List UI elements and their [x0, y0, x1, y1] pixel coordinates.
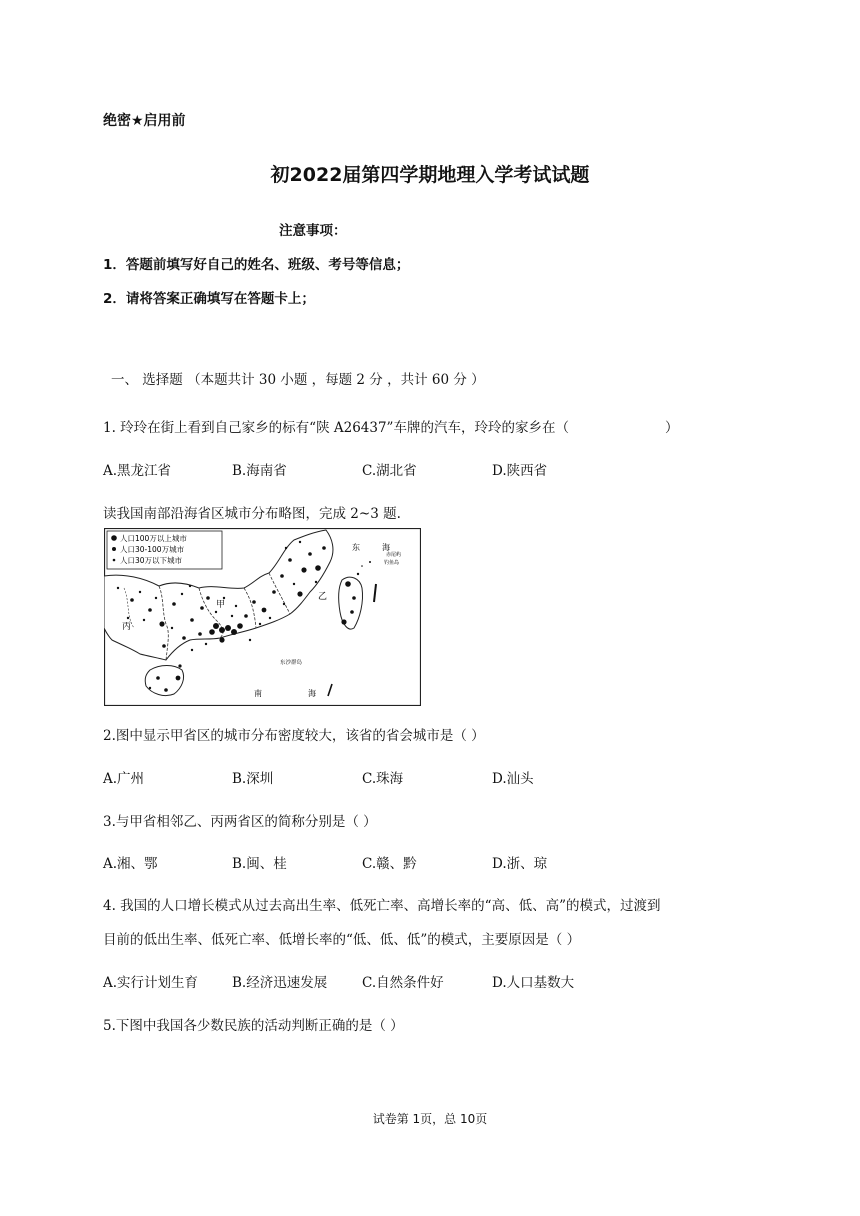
section-title: 一、 选择题 （本题共计 30 小题 ，每题 2 分 ，共计 60 分 ） [111, 372, 485, 388]
map-label-bing: 丙 [122, 622, 132, 632]
map-label-south-sea-2: 海 [308, 689, 316, 698]
page-footer: 试卷第 1页，总 10页 [372, 1112, 488, 1126]
exam-title: 初2022届第四学期地理入学考试试题 [270, 164, 590, 186]
map-label-east-sea-2: 海 [382, 543, 390, 552]
question-3-option-a: A.湘、鄂 [103, 856, 158, 872]
question-4-option-d: D.人口基数大 [492, 975, 575, 991]
question-2-option-b: B.深圳 [232, 771, 274, 787]
question-3-option-b: B.闽、桂 [232, 856, 287, 872]
question-1-option-b: B.海南省 [232, 463, 287, 479]
legend-item-2: 人口30-100万城市 [120, 545, 185, 554]
notice-item-2: 2．请将答案正确填写在答题卡上； [103, 291, 315, 307]
question-4-option-c: C.自然条件好 [362, 975, 444, 991]
map-label-east-sea-1: 东 [352, 543, 360, 552]
map-label-diaoyu-2: 钓鱼岛 [384, 560, 400, 566]
map-intro: 读我国南部沿海省区城市分布略图，完成 2~3 题. [103, 506, 401, 522]
question-1-text: 1. 玲玲在街上看到自己家乡的标有“陕 A26437”车牌的汽车，玲玲的家乡在（ [103, 420, 569, 436]
question-1-option-a: A.黑龙江省 [103, 463, 172, 479]
map-label-diaoyu-1: 赤尾屿 [386, 552, 402, 558]
legend-item-3: 人口30万以下城市 [120, 556, 183, 565]
question-4-stem-line-2: 目前的低出生率、低死亡率、低增长率的“低、低、低”的模式，主要原因是（ ） [103, 932, 581, 948]
legend-item-1: 人口100万以上城市 [120, 534, 187, 543]
question-2-option-a: A.广州 [103, 771, 145, 787]
secret-label: 绝密★启用前 [103, 113, 186, 129]
notice-heading: 注意事项： [279, 223, 347, 239]
question-2-stem: 2.图中显示甲省区的城市分布密度较大，该省的省会城市是（ ） [103, 728, 485, 744]
question-4-option-a: A.实行计划生育 [103, 975, 199, 991]
question-1-stem [103, 416, 678, 436]
question-3-option-c: C.赣、黔 [362, 856, 417, 872]
question-4-option-b: B.经济迅速发展 [232, 975, 328, 991]
map-label-south-sea-1: 南 [254, 689, 262, 698]
question-2-option-d: D.汕头 [492, 771, 534, 787]
map-label-yi: 乙 [318, 592, 328, 602]
question-1-close: ） [664, 420, 679, 436]
map-label-dongsha: 东沙群岛 [280, 660, 303, 666]
question-4-stem-line-1: 4. 我国的人口增长模式从过去高出生率、低死亡率、高增长率的“高、低、高”的模式，过渡到 [103, 898, 661, 914]
map-label-jia: 甲 [216, 600, 226, 610]
question-1-option-c: C.湖北省 [362, 463, 417, 479]
city-distribution-map [104, 528, 421, 706]
notice-item-1: 1．答题前填写好自己的姓名、班级、考号等信息； [103, 257, 410, 273]
question-1-option-d: D.陕西省 [492, 463, 548, 479]
question-3-stem: 3.与甲省相邻乙、丙两省区的简称分别是（ ） [103, 814, 377, 830]
question-5-stem: 5.下图中我国各少数民族的活动判断正确的是（ ） [103, 1018, 404, 1034]
question-2-option-c: C.珠海 [362, 771, 404, 787]
question-3-option-d: D.浙、琼 [492, 856, 548, 872]
